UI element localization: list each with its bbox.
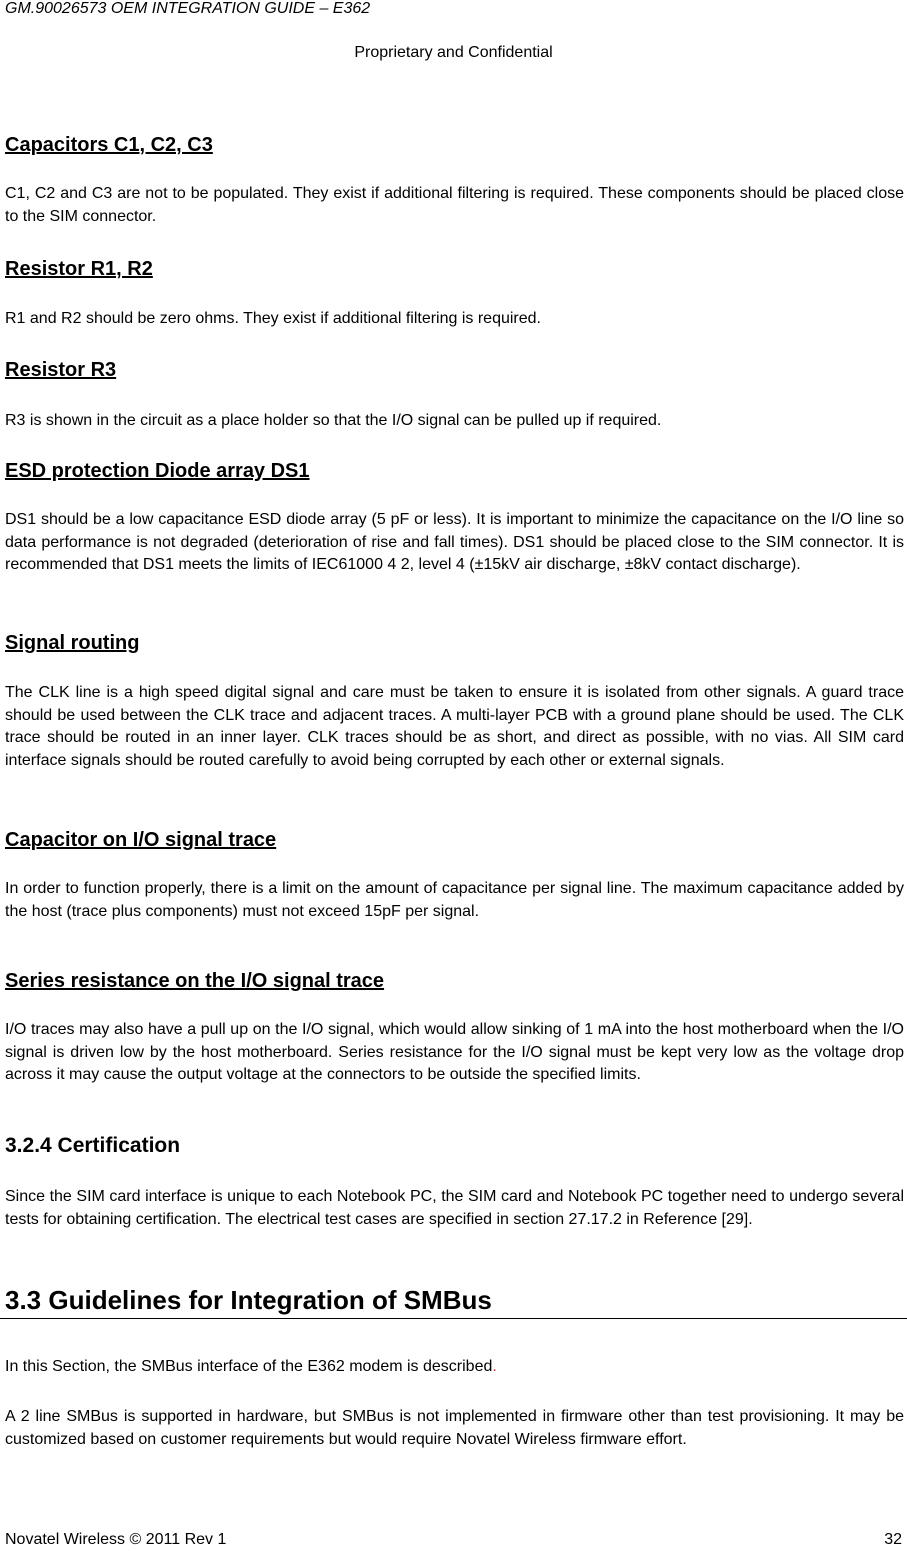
para-certification: Since the SIM card interface is unique to each Notebook PC, the SIM card and Notebook PC together need to undergo several tests for obtaining certification. The electrical test cases are specified in section 27.17.2 in Reference [29]. [5, 1188, 904, 1228]
confidentiality-notice: Proprietary and Confidential [354, 44, 553, 61]
heading-resistor-r3: Resistor R3 [5, 359, 117, 381]
smbus-intro-period: . [492, 1358, 497, 1375]
para-esd-protection: DS1 should be a low capacitance ESD diode array (5 pF or less). It is important to minimize the capacitance on the I/O line so data performance is not degraded (deterioration of rise and fall times). DS1 should be placed close to the SIM connector. It is recommended that DS1 meets the limits of IEC61000 4 2, level 4 (±15kV air discharge, ±8kV contact discharge). [5, 511, 904, 573]
para-signal-routing: The CLK line is a high speed digital signal and care must be taken to ensure it is isolated from other signals. A guard trace should be used between the CLK trace and adjacent traces. A multi-layer PCB with a ground plane should be used. The CLK trace should be routed in an inner layer. CLK traces should be as short, and direct as possible, with no vias. All SIM card interface signals should be routed carefully to avoid being corrupted by each other or external signals. [5, 684, 904, 769]
heading-resistor-r1-r2: Resistor R1, R2 [5, 258, 153, 280]
heading-certification: 3.2.4 Certification [5, 1134, 181, 1157]
heading-capacitors: Capacitors C1, C2, C3 [5, 134, 213, 156]
heading-smbus-guidelines: 3.3 Guidelines for Integration of SMBus [5, 1285, 492, 1315]
para-capacitor-io: In order to function properly, there is a limit on the amount of capacitance per signal line. The maximum capacitance added by the host (trace plus components) must not exceed 15pF per signal. [5, 880, 904, 920]
para-resistor-r1-r2: R1 and R2 should be zero ohms. They exist if additional filtering is required. [5, 310, 541, 327]
para-capacitors: C1, C2 and C3 are not to be populated. They exist if additional filtering is required. These components should be placed close to the SIM connector. [5, 185, 904, 225]
para-smbus-intro [5, 1356, 904, 1379]
heading-esd-protection: ESD protection Diode array DS1 [5, 460, 310, 482]
footer-copyright: Novatel Wireless © 2011 Rev 1 [5, 1531, 227, 1548]
para-smbus-support: A 2 line SMBus is supported in hardware, but SMBus is not implemented in firmware other than test provisioning. It may be customized based on customer requirements but would require Novatel Wireless firmware effort. [5, 1408, 904, 1448]
page-number: 32 [884, 1531, 902, 1548]
document-title: GM.90026573 OEM INTEGRATION GUIDE – E362 [5, 0, 371, 17]
heading-signal-routing: Signal routing [5, 632, 140, 654]
heading-series-resistance: Series resistance on the I/O signal trace [5, 970, 385, 992]
para-series-resistance: I/O traces may also have a pull up on the I/O signal, which would allow sinking of 1 mA into the host motherboard when the I/O signal is driven low by the host motherboard. Series resistance for the I/O signal must be kept very low as the voltage drop across it may cause the output voltage at the connectors to be outside the specified limits. [5, 1021, 904, 1083]
smbus-intro-text: In this Section, the SMBus interface of the E362 modem is described [5, 1358, 493, 1375]
heading-capacitor-io: Capacitor on I/O signal trace [5, 829, 277, 851]
para-resistor-r3: R3 is shown in the circuit as a place holder so that the I/O signal can be pulled up if required. [5, 412, 662, 429]
section-divider [0, 1318, 907, 1319]
